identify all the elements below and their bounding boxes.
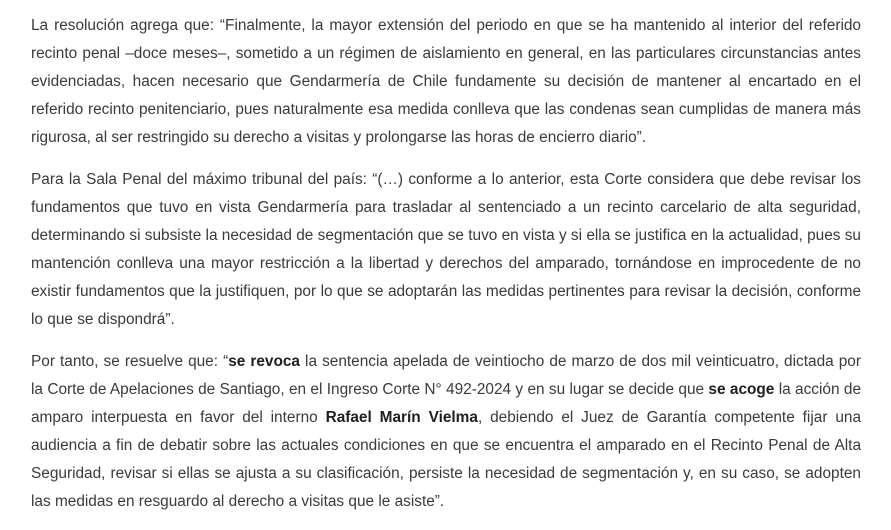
paragraph-ruling: [31, 348, 861, 516]
ruling-text-2: la sentencia apelada de veintiocho de marzo de dos mil veinticuatro, dictada por la Corte de Apelaciones de Santiago, en el Ingreso Corte N° 492-2024 y en su lugar se decide que: [31, 353, 861, 398]
ruling-text-3: la acción de amparo interpuesta en favor del interno: [31, 381, 861, 426]
ruling-inmate-name: Rafael Marín Vielma: [325, 409, 478, 426]
paragraph-sala-penal: Para la Sala Penal del máximo tribunal del país: “(…) conforme a lo anterior, esta Corte considera que debe revisar los fundamentos que tuvo en vista Gendarmería para trasladar al sentenciado a un recinto carcelario de alta seguridad, determinando si subsiste la necesidad de segmentación que se tuvo en vista y si ella se justifica en la actualidad, pues su mantención conlleva una mayor restricción a la libertad y derechos del amparado, tornándose en improcedente de no existir fundamentos que la justifiquen, por lo que se adoptarán las medidas pertinentes para revisar la decisión, conforme lo que se dispondrá”.: [31, 171, 861, 328]
ruling-revoca: se revoca: [228, 353, 300, 370]
ruling-text-1: Por tanto, se resuelve que: “: [31, 353, 229, 370]
ruling-text-4: , debiendo el Juez de Garantía competente fijar una audiencia a fin de debatir sobre las actuales condiciones en que se encuentra el amparado en el Recinto Penal de Alta Seguridad, revisar si ellas se ajusta a su clasificación, persiste la necesidad de segmentación y, en su caso, se adopten las medidas en resguardo al derecho a visitas que le asiste”.: [31, 409, 862, 510]
paragraph-resolution: La resolución agrega que: “Finalmente, la mayor extensión del periodo en que se ha mantenido al interior del referido recinto penal –doce meses–, sometido a un régimen de aislamiento en general, en las particulares circunstancias antes evidenciadas, hacen necesario que Gendarmería de Chile fundamente su decisión de mantener al encartado en el referido recinto penitenciario, pues naturalmente esa medida conlleva que las condenas sean cumplidas de manera más rigurosa, al ser restringido su derecho a visitas y prolongarse las horas de encierro diario”.: [31, 17, 861, 146]
article-body: [31, 12, 861, 530]
ruling-acoge: se acoge: [708, 381, 775, 398]
